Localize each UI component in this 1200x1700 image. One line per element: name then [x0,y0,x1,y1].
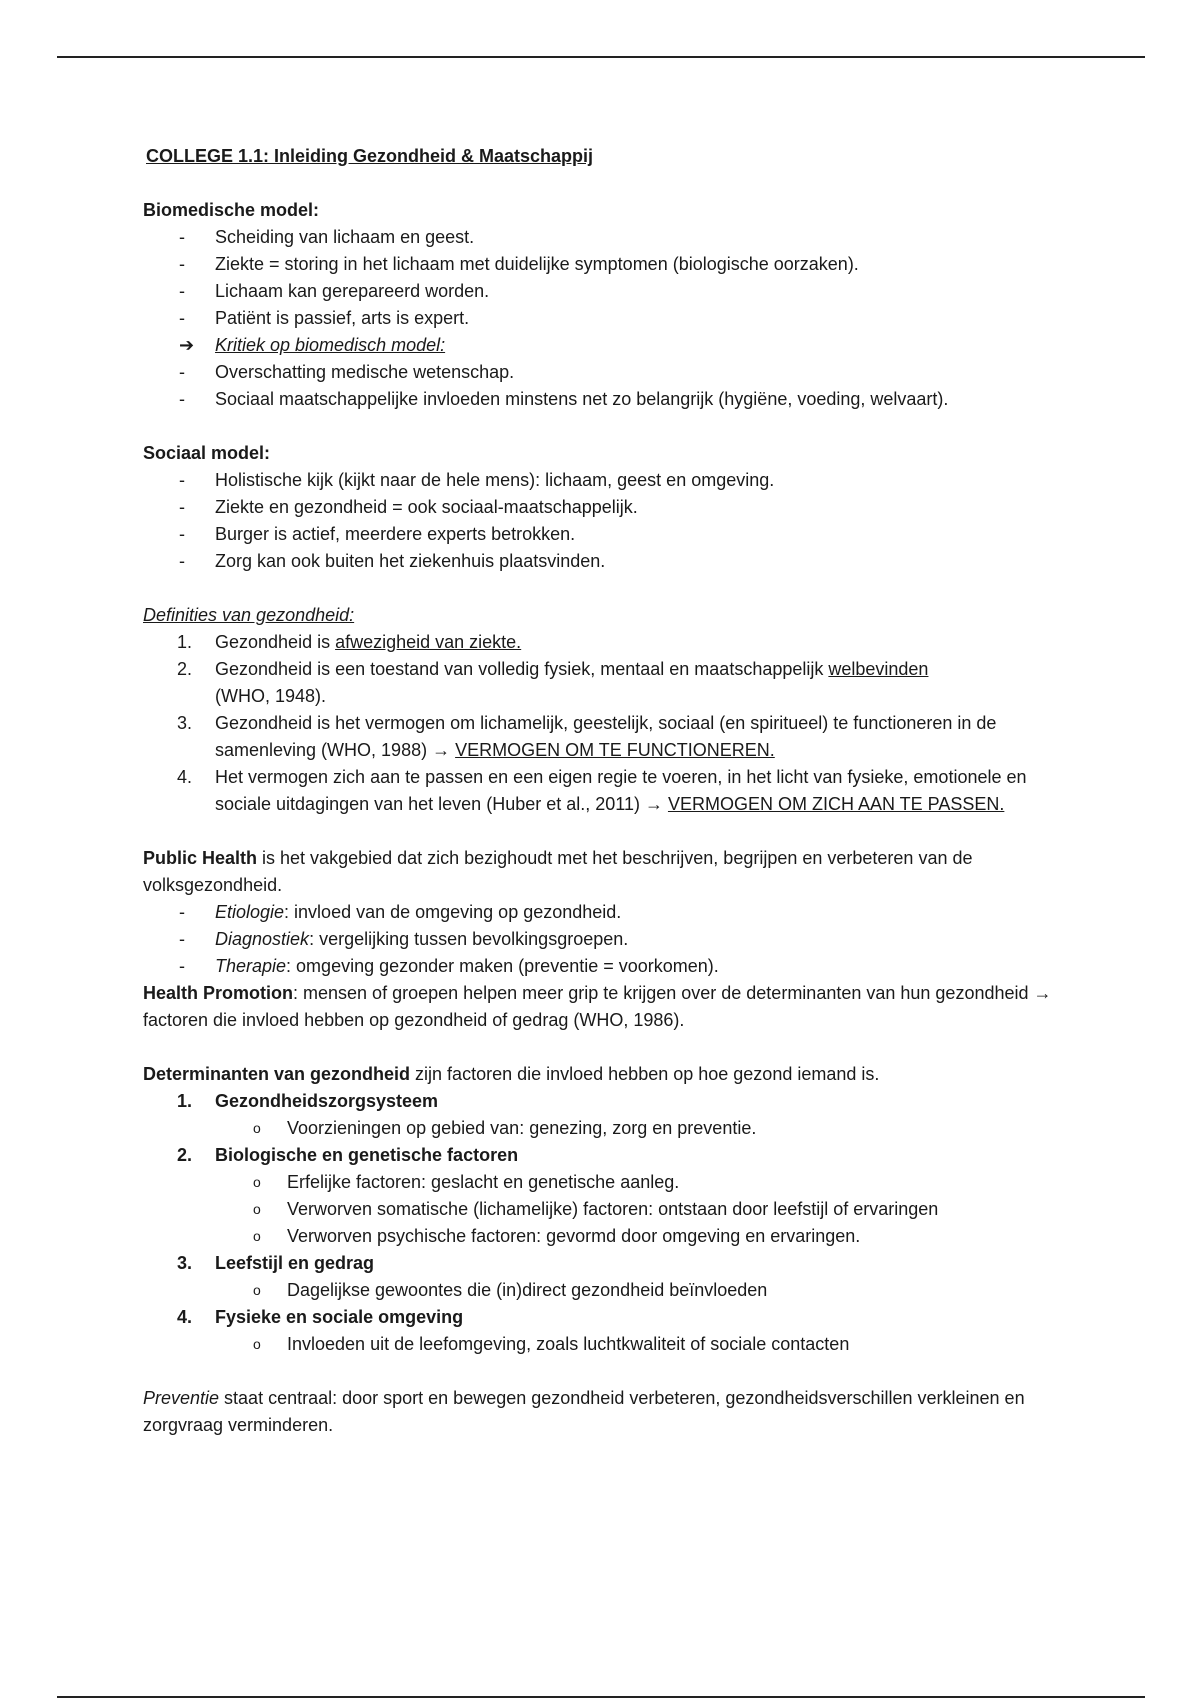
list-item: 1. Gezondheid is afwezigheid van ziekte. [177,632,522,652]
section-sociaal [143,440,1063,575]
paragraph: Public Health is het vakgebied dat zich bezighoudt met het beschrijven, begrijpen en verbeteren van de volksgezondheid. [143,848,973,895]
list-item: o Dagelijkse gewoontes die (in)direct gezondheid beïnvloeden [253,1280,768,1300]
list-item: - Sociaal maatschappelijke invloeden minstens net zo belangrijk (hygiëne, voeding, welvaart). [179,389,949,409]
header-rule [57,56,1145,58]
list-item: 1. Gezondheidszorgsysteem [177,1091,439,1111]
list-item: - Holistische kijk (kijkt naar de hele mens): lichaam, geest en omgeving. [179,470,775,490]
page-title: COLLEGE 1.1: Inleiding Gezondheid & Maatschappij [146,146,594,166]
list-item: - Lichaam kan gerepareerd worden. [179,281,490,301]
list-item: o Invloeden uit de leefomgeving, zoals luchtkwaliteit of sociale contacten [253,1334,850,1354]
list-item: o Erfelijke factoren: geslacht en genetische aanleg. [253,1172,680,1192]
list-item: - Zorg kan ook buiten het ziekenhuis plaatsvinden. [179,551,606,571]
list-item: - Therapie: omgeving gezonder maken (preventie = voorkomen). [179,956,719,976]
kritiek-heading: Kritiek op biomedisch model: [215,335,446,355]
list-item: o Voorzieningen op gebied van: genezing, zorg en preventie. [253,1118,757,1138]
document-body [143,143,1063,1439]
section-public-health [143,845,1063,1034]
list-item: o Verworven somatische (lichamelijke) factoren: ontstaan door leefstijl of ervaringen [253,1199,939,1219]
footer-rule [57,1696,1145,1698]
list-item: - Ziekte en gezondheid = ook sociaal-maatschappelijk. [179,497,638,517]
list-item: 3. Gezondheid is het vermogen om lichamelijk, geestelijk, sociaal (en spiritueel) te functioneren in de samenleving (WHO, 1988) → VERMOGEN OM TE FUNCTIONEREN. [177,713,997,760]
section-heading: Biomedische model: [143,200,320,220]
list-item: - Etiologie: invloed van de omgeving op gezondheid. [179,902,622,922]
list-item: 3. Leefstijl en gedrag [177,1253,375,1273]
section-heading: Definities van gezondheid: [143,605,355,625]
list-item: - Ziekte = storing in het lichaam met duidelijke symptomen (biologische oorzaken). [179,254,859,274]
list-item: - Patiënt is passief, arts is expert. [179,308,470,328]
section-determinanten [143,1061,1063,1358]
section-definities [143,602,1063,818]
section-preventie [143,1385,1063,1439]
list-item: - Burger is actief, meerdere experts betrokken. [179,524,576,544]
section-heading: Sociaal model: [143,443,271,463]
list-item: - Scheiding van lichaam en geest. [179,227,475,247]
paragraph: Preventie staat centraal: door sport en bewegen gezondheid verbeteren, gezondheidsverschillen verkleinen en zorgvraag verminderen. [143,1388,1025,1435]
list-item: - Overschatting medische wetenschap. [179,362,515,382]
paragraph: Determinanten van gezondheid zijn factoren die invloed hebben op hoe gezond iemand is. [143,1064,880,1084]
section-biomedisch [143,197,1063,413]
list-item: 2. Gezondheid is een toestand van volledig fysiek, mentaal en maatschappelijk welbevinden (WHO, 1948). [177,659,929,706]
list-item: o Verworven psychische factoren: gevormd door omgeving en ervaringen. [253,1226,861,1246]
list-item: 2. Biologische en genetische factoren [177,1145,519,1165]
arrow-icon: ➔ [179,335,195,355]
list-item [143,332,1063,359]
list-item: - Diagnostiek: vergelijking tussen bevolkingsgroepen. [179,929,629,949]
list-item: 4. Het vermogen zich aan te passen en een eigen regie te voeren, in het licht van fysieke, emotionele en sociale uitdagingen van het leven (Huber et al., 2011) → VERMOGEN OM ZICH AAN TE PASSEN. [177,767,1027,814]
list-item: 4. Fysieke en sociale omgeving [177,1307,464,1327]
paragraph: Health Promotion: mensen of groepen helpen meer grip te krijgen over de determinanten van hun gezondheid → factoren die invloed hebben op gezondheid of gedrag (WHO, 1986). [143,983,1052,1030]
